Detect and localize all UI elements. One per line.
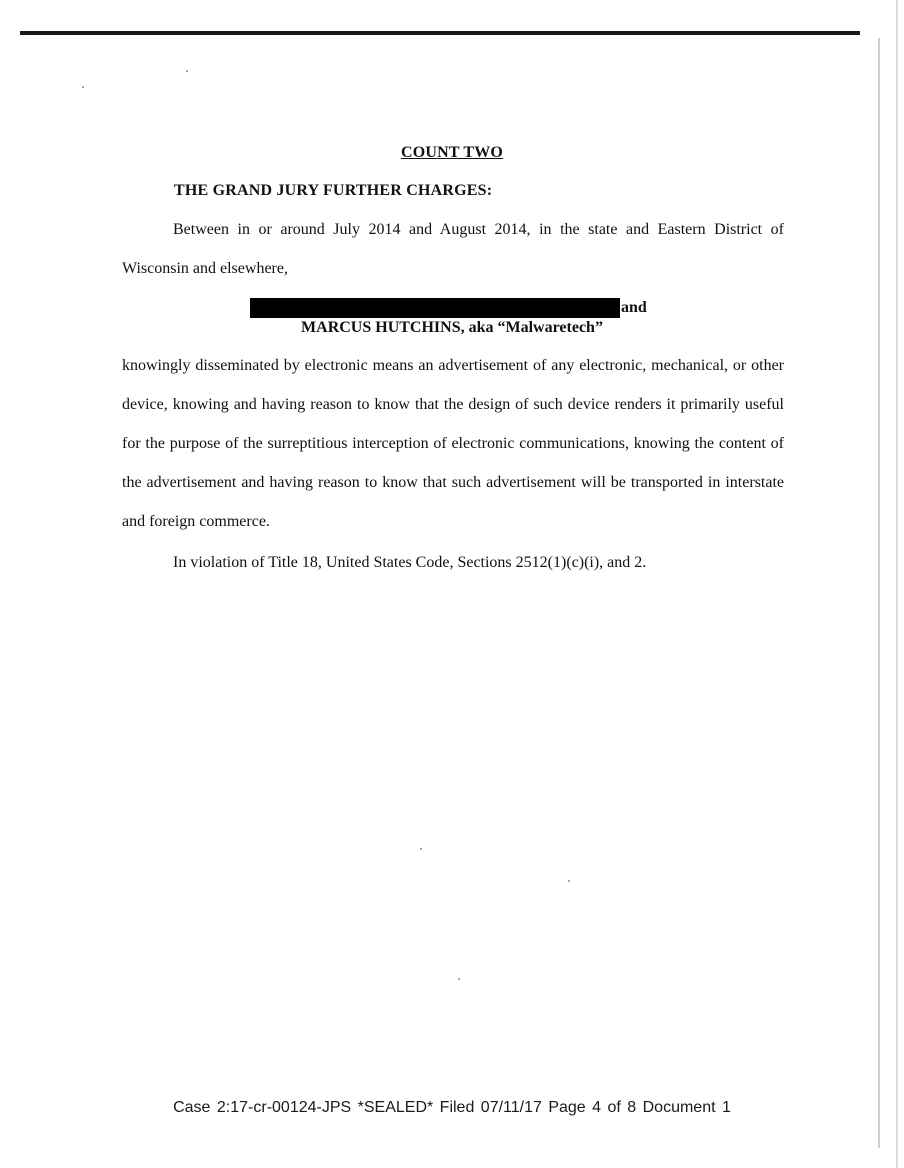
top-border-rule — [20, 31, 860, 35]
redacted-defendant-line — [250, 298, 647, 318]
scan-speck — [82, 86, 84, 88]
scan-speck — [420, 848, 422, 850]
scan-edge-line-outer — [896, 0, 898, 1168]
paragraph-violation: In violation of Title 18, United States Code, Sections 2512(1)(c)(i), and 2. — [173, 554, 647, 571]
conjunction-and: and — [621, 299, 647, 316]
count-heading: COUNT TWO — [400, 144, 504, 161]
paragraph-timeframe: Between in or around July 2014 and August 2014, in the state and Eastern District of Wisconsin and elsewhere, — [122, 221, 784, 277]
scan-edge-line — [878, 38, 880, 1148]
scan-speck — [186, 70, 188, 72]
defendant-name: MARCUS HUTCHINS, aka “Malwaretech” — [301, 319, 603, 336]
redaction-bar — [250, 298, 620, 318]
scan-speck — [568, 880, 570, 882]
scan-speck — [458, 978, 460, 980]
case-footer: Case 2:17-cr-00124-JPS *SEALED* Filed 07/11/17 Page 4 of 8 Document 1 — [173, 1099, 731, 1116]
paragraph-charge: knowingly disseminated by electronic means an advertisement of any electronic, mechanical, or other device, knowing and having reason to know that the design of such device renders it primarily useful for the purpose of the surreptitious interception of electronic communications, knowing the content of the advertisement and having reason to know that such advertisement will be transported in interstate and foreign commerce. — [122, 357, 784, 530]
charges-subheading: THE GRAND JURY FURTHER CHARGES: — [174, 182, 493, 199]
